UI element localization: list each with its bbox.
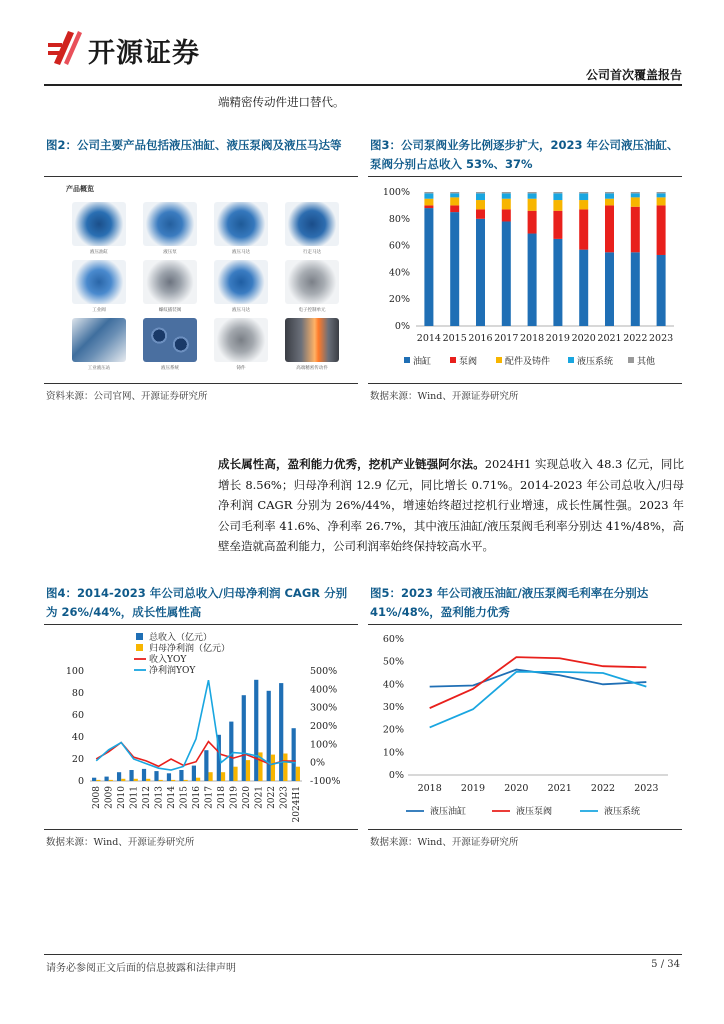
product-label: 液压马达 (232, 308, 250, 313)
fig5-y-tick: 0% (388, 770, 404, 781)
fig4-x-tick: 2020 (241, 786, 252, 809)
fig3-bar-segment (502, 221, 511, 326)
fig5-x-tick: 2022 (590, 783, 616, 794)
fig3-x-tick: 2023 (649, 333, 674, 344)
product-image (285, 202, 339, 246)
fig4-x-tick: 2008 (92, 786, 103, 809)
fig3-bar-segment (450, 205, 459, 212)
product-image (143, 260, 197, 304)
fig3-bar-segment (502, 199, 511, 210)
fig4-legend-label: 净利润YOY (149, 666, 196, 676)
product-image (72, 260, 126, 304)
fig3-bar-segment (657, 192, 666, 193)
fig4-bar (154, 771, 158, 781)
fig5-y-tick: 60% (382, 634, 404, 645)
product-image (285, 318, 339, 362)
paragraph-body: 2024H1 实现总收入 48.3 亿元，同比增长 8.56%；归母净利润 12.9 亿元，同比增长 0.71%。2014-2023 年公司总收入/归母净利润 CAGR 分别为 26%/44%，增速始终超过挖机行业增速，成长性属性强。2023 年公司毛利率 41.6%、净利率 26.7%，其中液压油缸/液压泵阀毛利率分别达 41%/48%，高壁垒造就高盈利能力，公司利润率始终保持较高水平。 (218, 457, 685, 553)
fig3-x-tick: 2016 (468, 333, 493, 344)
fig5-source-rule (368, 829, 682, 830)
fig3-legend-label: 液压系统 (577, 357, 614, 367)
fig4-source-rule (44, 829, 358, 830)
fig4-bar (159, 780, 163, 781)
fig4-right-tick: 100% (310, 739, 338, 751)
fig3-bar-segment (476, 219, 485, 326)
logo-mark-icon (48, 27, 82, 67)
fig3-bar-segment (424, 205, 433, 208)
fig3-legend-swatch (404, 357, 410, 363)
product-label: 螺纹插装阀 (158, 308, 182, 313)
fig4-bar (192, 766, 196, 781)
fig4-bar (233, 767, 237, 781)
fig3-bar-segment (476, 193, 485, 200)
product-image (143, 202, 197, 246)
fig3-bar-segment (476, 209, 485, 218)
fig4-legend-swatch (136, 633, 143, 640)
fig4-bar (105, 777, 109, 781)
fig3-bar-segment (657, 193, 666, 197)
fig4-bar (283, 754, 287, 782)
fig4-bar (292, 728, 296, 781)
fig4-left-tick: 100 (65, 666, 84, 677)
fig3-bar-segment (605, 192, 614, 193)
fig5-chart (368, 627, 682, 827)
fig4-source: 数据来源：Wind、开源证券研究所 (46, 837, 195, 848)
fig4-left-tick: 20 (71, 754, 84, 765)
fig3-bar-segment (528, 234, 537, 326)
fig4-x-tick: 2015 (179, 786, 190, 809)
fig5-y-tick: 50% (382, 656, 404, 668)
fig3-legend-label: 其他 (637, 357, 656, 367)
fig4-bar (167, 773, 171, 781)
fig4-x-tick: 2016 (192, 786, 202, 809)
fig4-legend-label: 归母净利润（亿元） (149, 644, 231, 654)
fig3-bar-segment (631, 192, 640, 193)
product-label: 电子控制单元 (298, 308, 326, 313)
product-label: 液压泵 (163, 250, 177, 255)
fig4-right-tick: 0% (310, 757, 326, 769)
fig2-title-rule (44, 176, 358, 177)
fig4-x-tick: 2023 (279, 786, 290, 809)
fig3-bar-segment (553, 211, 562, 239)
fig5-x-tick: 2021 (547, 783, 572, 794)
fig4-x-tick: 2009 (104, 786, 115, 809)
fig3-source-rule (368, 383, 682, 384)
fig3-y-tick: 100% (382, 187, 410, 198)
fig3-bar-segment (528, 211, 537, 234)
fig4-legend-swatch (136, 644, 143, 651)
fig3-y-tick: 60% (388, 240, 410, 252)
fig3-legend-swatch (496, 357, 502, 363)
report-type: 公司首次覆盖报告 (585, 68, 682, 82)
fig4-right-tick: 500% (310, 666, 338, 677)
product-image (214, 260, 268, 304)
fig4-x-tick: 2018 (216, 786, 227, 809)
fig4-bar (208, 772, 212, 781)
fig5-title-rule (368, 624, 682, 625)
fig4-bar (109, 780, 113, 781)
footer-disclaimer: 请务必参阅正文后面的信息披露和法律声明 (46, 963, 236, 974)
fig3-bar-segment (605, 199, 614, 206)
fig3-legend-label: 配件及铸件 (505, 357, 551, 367)
fig4-bar (146, 779, 150, 781)
fig4-title: 图4：2014-2023 年公司总收入/归母净利润 CAGR 分别为 26%/44%，成长性属性高 (46, 586, 348, 619)
fig3-bar-segment (631, 197, 640, 206)
fig3-bar-segment (553, 239, 562, 326)
fig3-legend-swatch (450, 357, 456, 363)
fig3-y-tick: 80% (388, 213, 410, 225)
fig4-line (96, 680, 296, 770)
fig4-bar (117, 772, 121, 781)
fig3-x-tick: 2017 (494, 333, 519, 344)
fig4-left-tick: 40 (71, 732, 84, 743)
fig4-x-tick: 2012 (142, 786, 153, 809)
fig4-bar (196, 778, 200, 781)
product-overview-panel (60, 180, 350, 380)
fig4-line (96, 742, 296, 767)
fig3-bar-segment (528, 192, 537, 193)
fig4-x-tick: 2017 (204, 786, 215, 809)
fig3-bar-segment (502, 209, 511, 221)
fig4-x-tick: 2019 (229, 786, 240, 809)
fig3-bar-segment (657, 205, 666, 255)
fig5-line (430, 657, 647, 708)
paragraph-lead: 成长属性高，盈利能力优秀，挖机产业链强阿尔法。 (218, 457, 485, 471)
fig3-title: 图3：公司泵阀业务比例逐步扩大，2023 年公司液压油缸、泵阀分别占总收入 53%、37% (370, 138, 679, 171)
fig3-bar-segment (605, 205, 614, 252)
fig3-y-tick: 40% (388, 267, 410, 279)
fig4-bar (246, 760, 250, 781)
fig5-line (430, 672, 647, 728)
paragraph (218, 454, 684, 557)
fig3-bar-segment (450, 212, 459, 326)
fig4-bar (221, 772, 225, 781)
fig4-bar (271, 755, 275, 781)
fig3-y-tick: 0% (394, 321, 410, 332)
fig4-title-rule (44, 624, 358, 625)
fig4-bar (92, 778, 96, 781)
fig5-title: 图5：2023 年公司液压油缸/液压泵阀毛利率在分别达 41%/48%，盈利能力优秀 (370, 586, 649, 619)
product-panel-title: 产品概览 (66, 185, 94, 193)
fig4-legend-label: 收入YOY (149, 655, 187, 665)
fig4-left-tick: 0 (77, 776, 84, 787)
product-label: 液压马达 (232, 250, 250, 255)
fig4-bar (204, 750, 208, 781)
fig2-source-rule (44, 383, 358, 384)
product-label: 液压系统 (161, 366, 179, 371)
product-image (72, 202, 126, 246)
fig3-bar-segment (424, 192, 433, 193)
product-label: 工业阀 (92, 308, 106, 313)
fig3-y-tick: 20% (388, 294, 410, 306)
fig3-bar-segment (424, 193, 433, 198)
product-label: 工业液压站 (87, 366, 111, 371)
fig4-right-tick: 300% (310, 702, 338, 714)
fig3-bar-segment (553, 193, 562, 200)
fig3-bar-segment (476, 200, 485, 209)
fig5-y-tick: 40% (382, 679, 404, 691)
fig3-bar-segment (450, 192, 459, 193)
fig3-bar-segment (631, 252, 640, 326)
fig4-bar (171, 780, 175, 781)
fig3-x-tick: 2018 (520, 333, 545, 344)
fig3-bar-segment (528, 199, 537, 211)
fig3-bar-segment (476, 192, 485, 193)
logo (48, 27, 82, 67)
product-image (72, 318, 126, 362)
fig4-bar (121, 779, 125, 781)
fig3-bar-segment (631, 193, 640, 197)
fig3-bar-segment (528, 193, 537, 198)
fig4-x-tick: 2014 (167, 786, 178, 809)
fig3-x-tick: 2022 (623, 333, 648, 344)
fig3-bar-segment (450, 197, 459, 205)
fig3-legend-label: 泵阀 (459, 357, 478, 367)
fig5-x-tick: 2018 (417, 783, 442, 794)
fig4-bar (129, 770, 133, 781)
fig3-bar-segment (450, 193, 459, 197)
fig4-bar (267, 691, 271, 781)
logo-text: 开源证券 (88, 38, 200, 69)
fig4-bar (96, 780, 100, 781)
fig3-bar-segment (657, 255, 666, 326)
product-image (214, 202, 268, 246)
fig3-bar-segment (424, 208, 433, 326)
fig4-bar (229, 722, 233, 781)
product-label: 高端精密传动件 (296, 366, 328, 371)
fig3-x-tick: 2021 (597, 333, 622, 344)
fig5-x-tick: 2020 (504, 783, 529, 794)
fig3-source: 数据来源：Wind、开源证券研究所 (370, 391, 519, 402)
fig3-bar-segment (579, 192, 588, 193)
fig3-bar-segment (605, 252, 614, 326)
fig3-bar-segment (605, 193, 614, 198)
fig5-source: 数据来源：Wind、开源证券研究所 (370, 837, 519, 848)
fig4-chart (44, 627, 358, 827)
fig3-bar-segment (579, 193, 588, 200)
fig3-x-tick: 2020 (571, 333, 596, 344)
header-rule (44, 84, 682, 86)
fig3-legend-swatch (628, 357, 634, 363)
fig4-bar (242, 695, 246, 781)
fig5-y-tick: 10% (382, 747, 404, 759)
fig4-bar (142, 769, 146, 781)
fig3-bar-segment (502, 192, 511, 193)
fig2-source: 资料来源：公司官网、开源证券研究所 (46, 391, 208, 402)
fig3-bar-segment (502, 193, 511, 198)
product-image (214, 318, 268, 362)
fig4-x-tick: 2011 (129, 786, 140, 809)
fig3-bar-segment (424, 199, 433, 206)
product-image (143, 318, 197, 362)
fig5-legend-label: 液压油缸 (430, 807, 467, 817)
fig5-y-tick: 20% (382, 724, 404, 736)
fig5-x-tick: 2023 (634, 783, 659, 794)
fig4-x-tick: 2010 (117, 786, 128, 809)
fig5-legend-label: 液压系统 (604, 807, 641, 817)
product-label: 铸件 (236, 366, 246, 371)
page-number: 5 / 34 (651, 959, 680, 970)
fig3-bar-segment (657, 197, 666, 205)
fig2-title: 图2：公司主要产品包括液压油缸、液压泵阀及液压马达等 (46, 138, 342, 152)
fig4-bar (296, 767, 300, 781)
fig3-bar-segment (579, 250, 588, 326)
fig4-bar (179, 770, 183, 781)
product-label: 液压油缸 (90, 250, 108, 255)
fig4-right-tick: 400% (310, 684, 338, 696)
fig4-x-tick: 2021 (254, 786, 265, 809)
fig3-legend-label: 油缸 (413, 357, 432, 367)
intro-line: 端精密传动件进口替代。 (218, 95, 345, 109)
fig4-left-tick: 80 (71, 688, 84, 699)
fig4-x-tick: 2022 (266, 786, 277, 809)
fig4-left-tick: 60 (71, 710, 84, 721)
fig4-bar (184, 780, 188, 781)
product-image (285, 260, 339, 304)
product-label: 行走马达 (303, 250, 321, 255)
fig3-bar-segment (579, 200, 588, 209)
fig4-right-tick: 200% (310, 721, 338, 732)
fig3-x-tick: 2014 (416, 333, 441, 344)
fig4-legend-label: 总收入（亿元） (149, 633, 213, 643)
fig3-bar-segment (553, 200, 562, 211)
fig5-x-tick: 2019 (460, 783, 486, 794)
fig3-bar-segment (553, 192, 562, 193)
fig3-x-tick: 2019 (545, 333, 570, 344)
fig3-bar-segment (631, 207, 640, 253)
fig5-y-tick: 30% (382, 702, 404, 713)
fig4-x-tick: 2013 (154, 786, 165, 809)
fig4-bar (279, 683, 283, 781)
fig4-bar (134, 779, 138, 781)
fig5-legend-label: 液压泵阀 (516, 807, 553, 817)
fig3-chart (368, 180, 682, 380)
fig4-bar (254, 680, 258, 781)
fig3-bar-segment (579, 209, 588, 249)
fig4-right-tick: -100% (310, 776, 341, 787)
fig3-legend-swatch (568, 357, 574, 363)
fig3-x-tick: 2015 (442, 333, 467, 344)
fig3-title-rule (368, 176, 682, 177)
footer-rule (44, 954, 682, 955)
fig4-x-tick: 2024H1 (291, 786, 302, 823)
